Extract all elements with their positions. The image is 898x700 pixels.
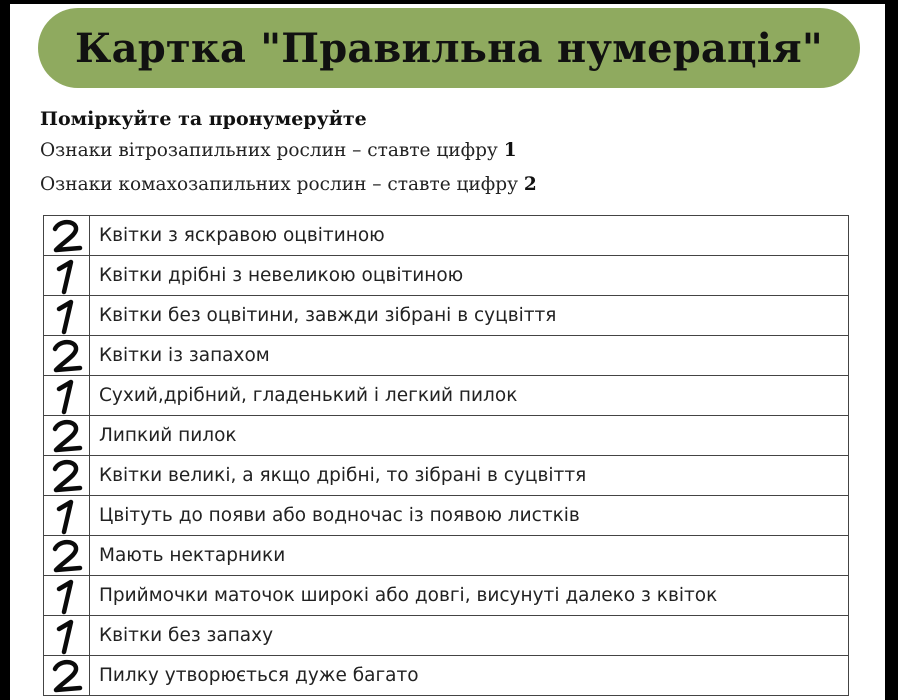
worksheet [10, 4, 885, 700]
table-row [44, 456, 849, 496]
feature-text: Мають нектарники [90, 536, 849, 575]
table-row [44, 496, 849, 536]
feature-text: Квітки дрібні з невеликою оцвітиною [90, 256, 849, 295]
instruction-digit: 2 [523, 174, 537, 195]
instruction-wind-pollinated [40, 134, 860, 168]
handwritten-number-cell [44, 336, 90, 375]
instruction-insect-pollinated [40, 168, 860, 202]
handwritten-number-cell [44, 216, 90, 255]
handwritten-digit [47, 497, 87, 535]
table-row [44, 376, 849, 416]
feature-text: Липкий пилок [90, 416, 849, 455]
feature-text: Пилку утворюється дуже багато [90, 656, 849, 695]
feature-text: Сухий,дрібний, гладенький і легкий пилок [90, 376, 849, 415]
feature-text: Квітки без запаху [90, 616, 849, 655]
feature-text: Приймочки маточок широкі або довгі, висунуті далеко з квіток [90, 576, 849, 615]
feature-text: Квітки з яскравою оцвітиною [90, 216, 849, 255]
instruction-text: Ознаки комахозапильних рослин – ставте цифру [40, 174, 524, 195]
feature-text: Квітки без оцвітини, завжди зібрані в суцвіття [90, 296, 849, 335]
handwritten-digit [47, 577, 87, 615]
handwritten-number-cell [44, 416, 90, 455]
handwritten-number-cell [44, 296, 90, 335]
feature-text: Квітки із запахом [90, 336, 849, 375]
handwritten-digit [47, 457, 87, 495]
handwritten-digit [47, 377, 87, 415]
feature-text: Квітки великі, а якщо дрібні, то зібрані в суцвіття [90, 456, 849, 495]
handwritten-number-cell [44, 376, 90, 415]
page-title: Картка "Правильна нумерація" [75, 24, 823, 72]
table-row [44, 336, 849, 376]
table-row [44, 216, 849, 256]
table-row [44, 576, 849, 616]
table-row [44, 256, 849, 296]
handwritten-number-cell [44, 456, 90, 495]
handwritten-digit [47, 657, 87, 695]
handwritten-number-cell [44, 656, 90, 695]
handwritten-digit [47, 217, 87, 255]
instructions [40, 104, 860, 202]
table-row [44, 416, 849, 456]
handwritten-digit [47, 617, 87, 655]
table-row [44, 616, 849, 656]
numbering-table [43, 215, 849, 696]
handwritten-number-cell [44, 496, 90, 535]
table-row [44, 656, 849, 696]
handwritten-number-cell [44, 256, 90, 295]
handwritten-number-cell [44, 536, 90, 575]
handwritten-digit [47, 297, 87, 335]
handwritten-number-cell [44, 616, 90, 655]
instructions-heading: Поміркуйте та пронумеруйте [40, 108, 367, 130]
feature-text: Цвітуть до появи або водночас із появою листків [90, 496, 849, 535]
instruction-digit: 1 [503, 140, 517, 161]
handwritten-number-cell [44, 576, 90, 615]
table-row [44, 536, 849, 576]
handwritten-digit [47, 337, 87, 375]
handwritten-digit [47, 417, 87, 455]
handwritten-digit [47, 537, 87, 575]
instruction-text: Ознаки вітрозапильних рослин – ставте цифру [40, 140, 504, 161]
title-banner [38, 8, 860, 88]
handwritten-digit [47, 257, 87, 295]
table-row [44, 296, 849, 336]
